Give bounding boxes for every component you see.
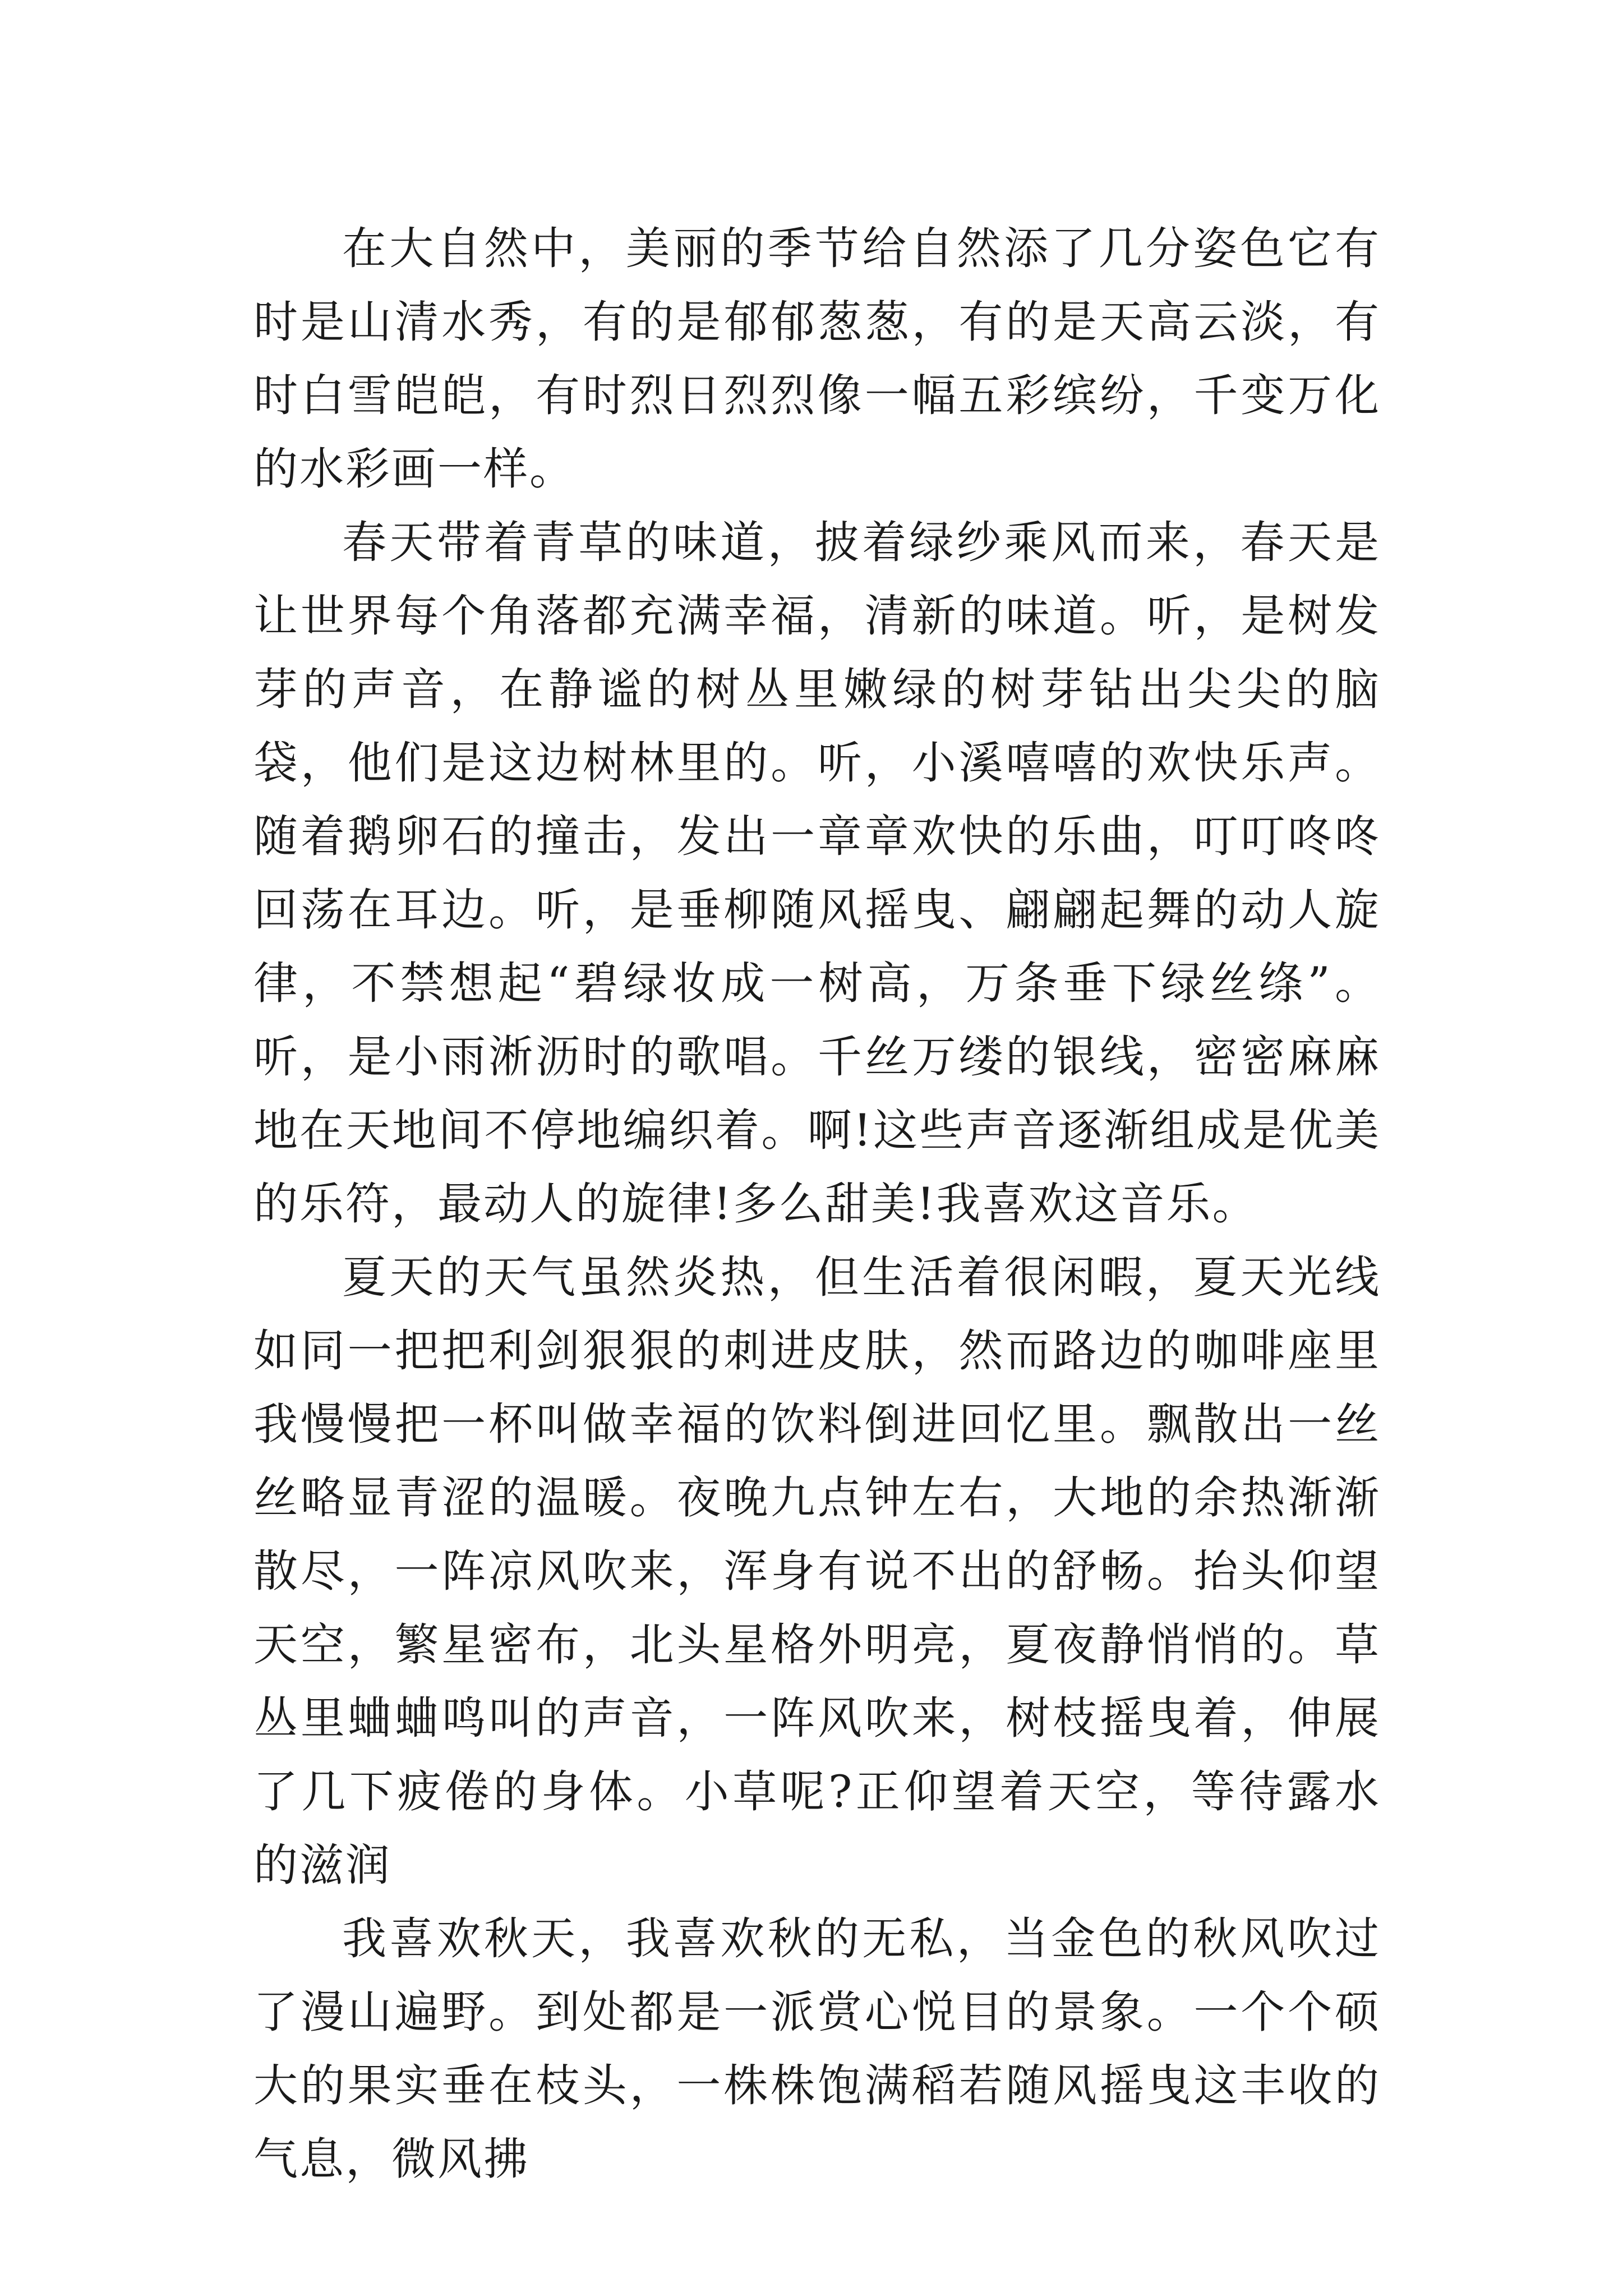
paragraph-intro: 在大自然中，美丽的季节给自然添了几分姿色它有时是山清水秀，有的是郁郁葱葱，有的是天高云淡，有时白雪皑皑，有时烈日烈烈像一幅五彩缤纷，千变万化的水彩画一样。 bbox=[253, 223, 1381, 495]
paragraph-summer: 夏天的天气虽然炎热，但生活着很闲暇，夏天光线如同一把把利剑狠狠的刺进皮肤，然而路边的咖啡座里我慢慢把一杯叫做幸福的饮料倒进回忆里。飘散出一丝丝略显青涩的温暖。夜晚九点钟左右，大地的余热渐渐散尽，一阵凉风吹来，浑身有说不出的舒畅。抬头仰望天空，繁星密布，北头星格外明亮，夏夜静悄悄的。草丛里蛐蛐鸣叫的声音，一阵风吹来，树枝摇曳着，伸展了几下疲倦的身体。小草呢?正仰望着天空，等待露水的滋润 bbox=[253, 1251, 1381, 1891]
paragraph-spring: 春天带着青草的味道，披着绿纱乘风而来，春天是让世界每个角落都充满幸福，清新的味道。听，是树发芽的声音，在静谧的树丛里嫩绿的树芽钻出尖尖的脑袋，他们是这边树林里的。听，小溪嘻嘻的欢快乐声。随着鹅卵石的撞击，发出一章章欢快的乐曲，叮叮咚咚回荡在耳边。听，是垂柳随风摇曳、翩翩起舞的动人旋律，不禁想起“碧绿妆成一树高，万条垂下绿丝绦”。听，是小雨淅沥时的歌唱。千丝万缕的银线，密密麻麻地在天地间不停地编织着。啊!这些声音逐渐组成是优美的乐符，最动人的旋律!多么甜美!我喜欢这音乐。 bbox=[253, 517, 1381, 1230]
document-body bbox=[253, 212, 1381, 2196]
paragraph-autumn: 我喜欢秋天，我喜欢秋的无私，当金色的秋风吹过了漫山遍野。到处都是一派赏心悦目的景象。一个个硕大的果实垂在枝头，一株株饱满稻若随风摇曳这丰收的气息，微风拂 bbox=[253, 1913, 1381, 2185]
